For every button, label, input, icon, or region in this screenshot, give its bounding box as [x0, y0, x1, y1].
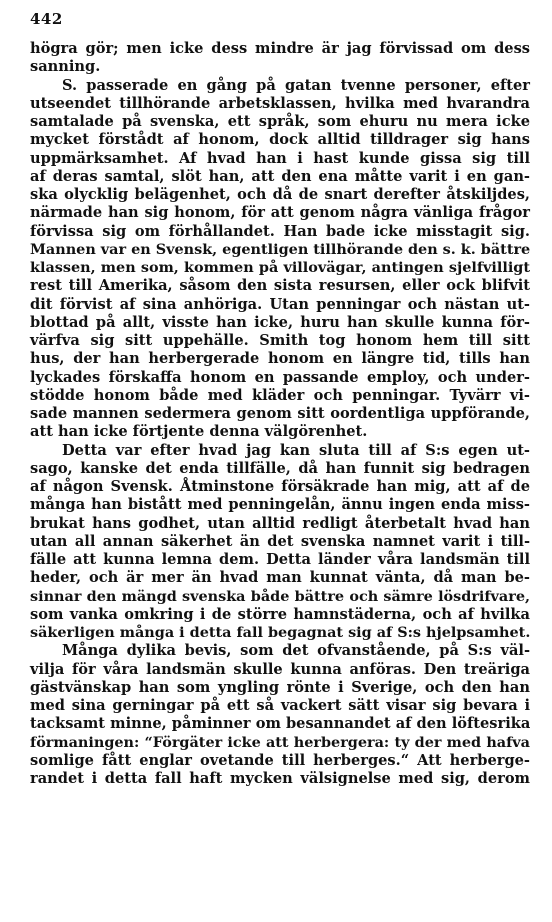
text-line: samtalade på svenska, ett språk, som ehuru nu mera icke	[30, 113, 530, 130]
text-line: klassen, men som, kommen på villovägar, antingen sjelfvilligt	[30, 259, 530, 276]
text-line: gästvänskap han som yngling rönte i Sverige, och den han	[30, 678, 530, 696]
text-line: somlige fått englar ovetande till herberges.“ Att herberge-	[30, 751, 530, 769]
page-number: 442	[30, 10, 63, 28]
text-line: hus, der han herbergerade honom en längre tid, tills han	[30, 350, 530, 368]
text-line: heder, och är mer än hvad man kunnat vänta, då man be-	[30, 569, 530, 587]
text-line: med sina gerningar på ett så vackert sätt visar sig bevara i	[30, 697, 530, 714]
text-line: dit förvist af sina anhöriga. Utan penningar och nästan ut-	[30, 295, 530, 313]
text-line: blottad på allt, visste han icke, huru han skulle kunna för-	[30, 313, 530, 331]
text-line: sade mannen sedermera genom sitt oordentliga uppförande,	[30, 405, 530, 422]
text-line: utan all annan säkerhet än det svenska namnet varit i till-	[30, 532, 530, 550]
text-line: utseendet tillhörande arbetsklassen, hvilka med hvarandra	[30, 94, 530, 112]
text-line: S. passerade en gång på gatan tvenne personer, efter	[62, 76, 530, 94]
body-text	[30, 40, 530, 788]
text-line: säkerligen många i detta fall begagnat sig af S:s hjelpsamhet.	[30, 624, 531, 641]
text-line: tacksamt minne, påminner om besannandet af den löftesrika	[30, 715, 531, 733]
text-line: närmade han sig honom, för att genom några vänliga frågor	[30, 204, 530, 222]
text-line: sago, kanske det enda tillfälle, då han funnit sig bedragen	[30, 459, 530, 477]
text-line: fälle att kunna lemna dem. Detta länder våra landsmän till	[30, 551, 530, 568]
text-line: att han icke förtjente denna välgörenhet.	[30, 423, 368, 441]
text-line: stödde honom både med kläder och penningar. Tyvärr vi-	[30, 386, 530, 404]
text-line: många han bistått med penningelån, ännu ingen enda miss-	[30, 496, 530, 514]
text-line: lyckades förskaffa honom en passande employ, och under-	[30, 368, 530, 386]
text-line: högra gör; men icke dess mindre är jag förvissad om dess	[30, 40, 530, 57]
text-line: värfva sig sitt uppehälle. Smith tog honom hem till sitt	[30, 332, 530, 349]
text-line: förmaningen: “Förgäter icke att herbergera: ty der med hafva	[30, 733, 530, 751]
text-line: förvissa sig om förhållandet. Han bade icke misstagit sig.	[30, 222, 530, 240]
text-line: af någon Svensk. Åtminstone försäkrade han mig, att af de	[30, 478, 530, 495]
text-line: sinnar den mängd svenska både bättre och sämre lösdrifvare,	[30, 587, 530, 605]
text-line: ska olycklig belägenhet, och då de snart derefter åtskiljdes,	[30, 186, 530, 203]
text-line: vilja för våra landsmän skulle kunna anföras. Den treäriga	[30, 660, 530, 678]
text-line: som vanka omkring i de större hamnstäderna, och af hvilka	[30, 605, 530, 623]
text-line: uppmärksamhet. Af hvad han i hast kunde gissa sig till	[30, 149, 530, 167]
text-line: sanning.	[30, 58, 101, 76]
text-line: brukat hans godhet, utan alltid redligt återbetalt hvad han	[30, 514, 530, 532]
text-line: Många dylika bevis, som det ofvanstående, på S:s väl-	[62, 642, 530, 660]
text-line: Mannen var en Svensk, egentligen tillhörande den s. k. bättre	[30, 240, 531, 258]
text-line: randet i detta fall haft mycken välsignelse med sig, derom	[30, 770, 530, 787]
text-line: rest till Amerika, såsom den sista resursen, eller ock blifvit	[30, 277, 530, 295]
text-line: mycket förstådt af honom, dock alltid tilldrager sig hans	[30, 131, 530, 149]
text-line: af deras samtal, slöt han, att den ena måtte varit i en gan-	[30, 167, 530, 185]
text-line: Detta var efter hvad jag kan sluta till af S:s egen ut-	[62, 441, 530, 459]
